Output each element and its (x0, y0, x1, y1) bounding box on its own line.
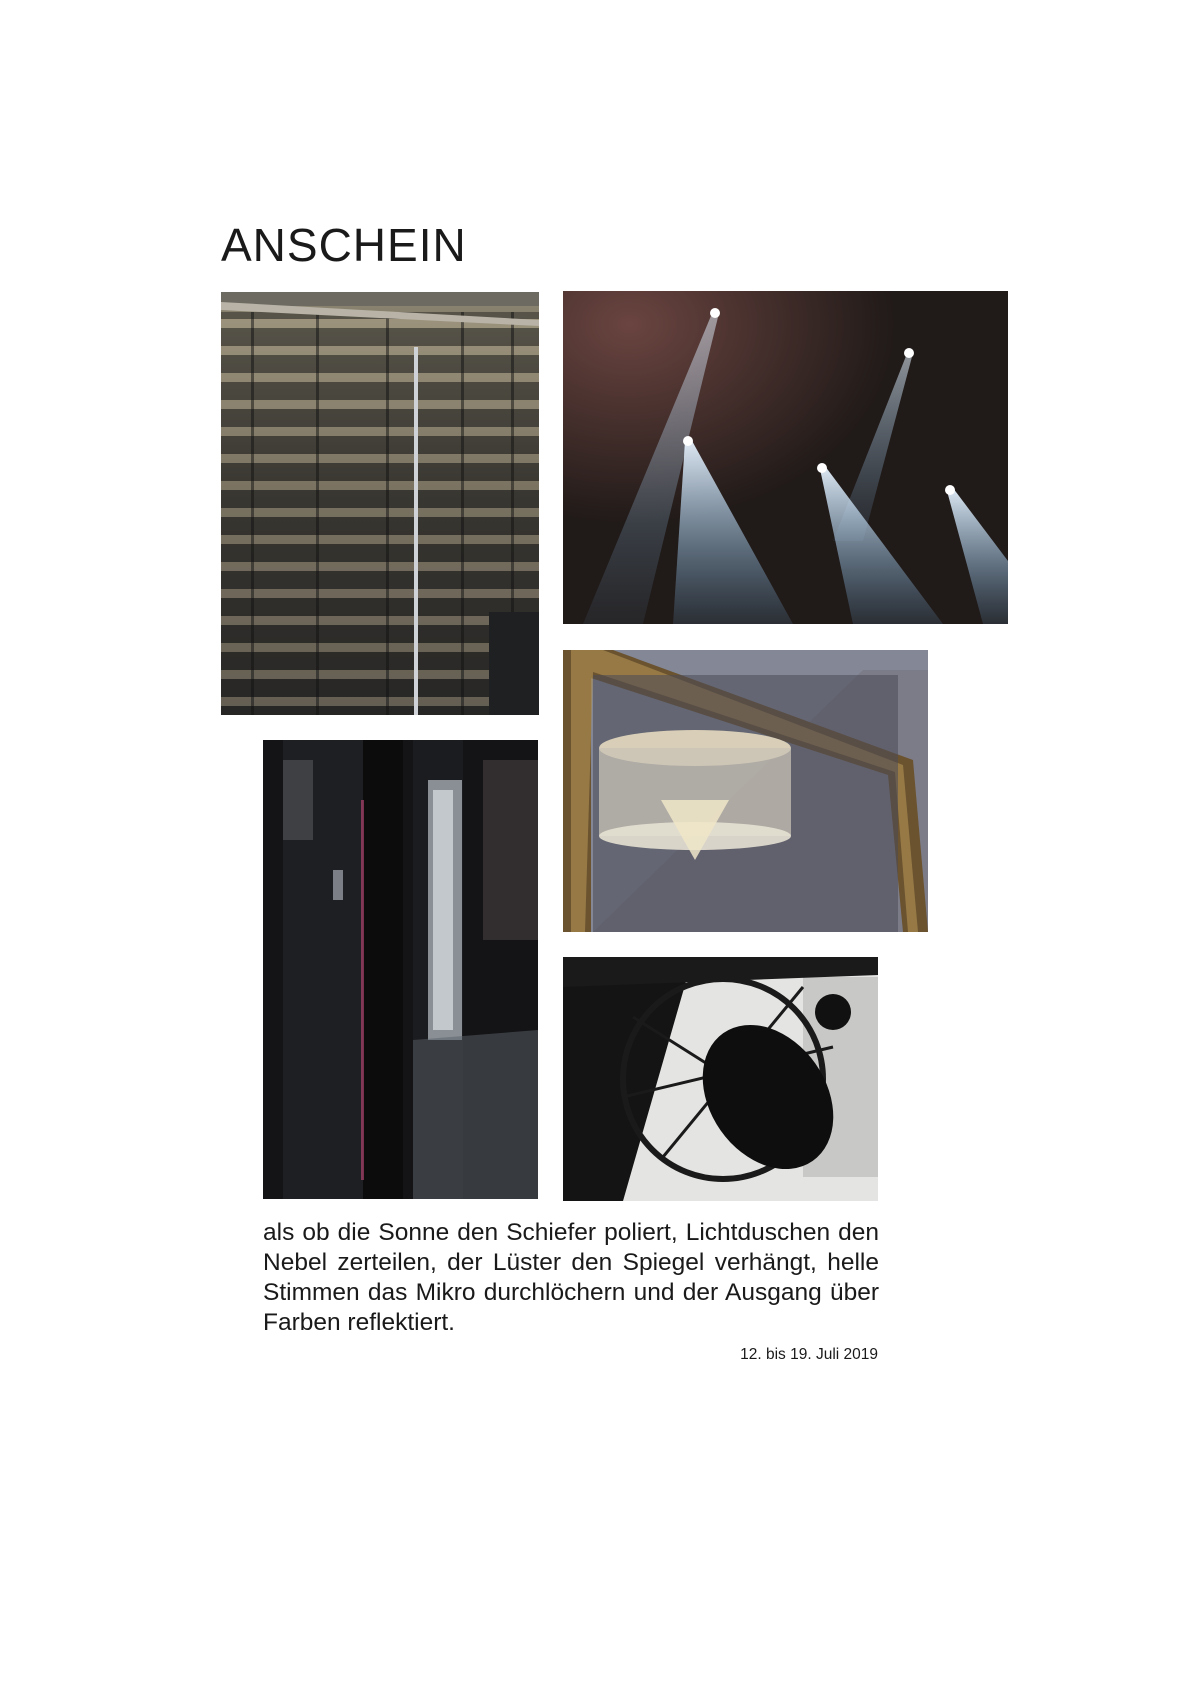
slate-wall-photo (221, 292, 539, 715)
event-dates: 12. bis 19. Juli 2019 (740, 1346, 878, 1363)
chandelier-mirror-photo (563, 650, 928, 932)
doorway-reflection-photo (263, 740, 538, 1199)
microphone-silhouette-photo (563, 957, 878, 1201)
poem-text: als ob die Sonne den Schiefer poliert, Lichtduschen den Nebel zerteilen, der Lüster den Spiegel verhängt, helle Stimmen das Mikro durchlöchern und der Ausgang über Farben reflektiert. (263, 1219, 879, 1336)
stage-lights-photo (563, 291, 1008, 624)
page-title: ANSCHEIN (221, 219, 467, 271)
